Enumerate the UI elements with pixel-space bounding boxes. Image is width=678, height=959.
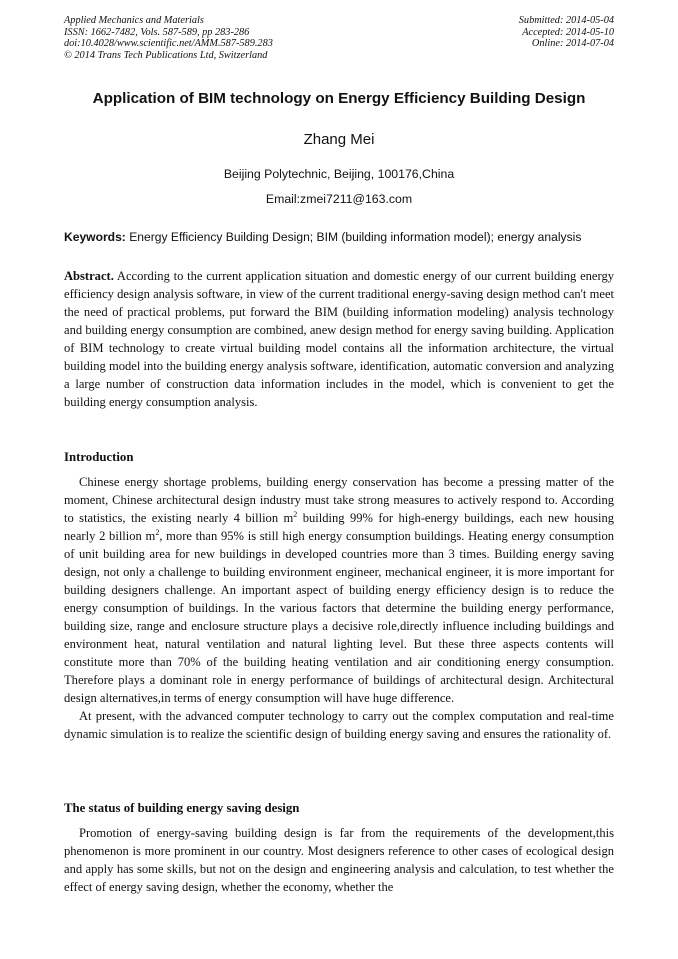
doi-line: doi:10.4028/www.scientific.net/AMM.587-589.283 <box>64 38 273 49</box>
journal-name: Applied Mechanics and Materials <box>64 15 204 26</box>
copyright-line: © 2014 Trans Tech Publications Ltd, Switzerland <box>64 49 268 61</box>
paper-title: Application of BIM technology on Energy Efficiency Building Design <box>92 90 586 107</box>
author-name: Zhang Mei <box>303 131 375 148</box>
submitted-date: Submitted: 2014-05-04 <box>518 15 614 26</box>
abstract <box>64 267 614 411</box>
introduction-body <box>64 473 614 743</box>
abstract-text: According to the current application situation and domestic energy of our current building energy efficiency design analysis software, in view of the current traditional energy-saving design method can't meet the need of practical problems, put forward the BIM (building information modeling) analysis technology and building energy consumption are combined, anew design method for energy saving building. Application of BIM technology to create virtual building model contains all the information architecture, the virtual building model into the building energy analysis software, identification, automatic conversion and analyzing a large number of construction data information includes in the model, which is convenient to get the building energy consumption analysis. <box>64 269 614 409</box>
keywords-text: Energy Efficiency Building Design; BIM (building information model); energy analysis <box>129 230 582 244</box>
keywords-line <box>64 230 624 244</box>
author-email: Email:zmei7211@163.com <box>265 192 413 206</box>
publication-dates <box>519 15 614 50</box>
keywords-label: Keywords: <box>64 230 126 244</box>
journal-info <box>64 15 273 61</box>
introduction-paragraph: At present, with the advanced computer technology to carry out the complex computation and real-time dynamic simulation is to realize the scientific design of building energy saving and ensures the rationality of. <box>64 709 614 741</box>
introduction-paragraph: Chinese energy shortage problems, building energy conservation has become a pressing matter of the moment, Chinese architectural design industry must take strong measures to actively respond to. According to statistics, the existing nearly 4 billion $m^2$ building 99% for high-energy buildings, each new housing nearly 2 billion $m^2$, more than 95% is still high energy consumption buildings. Heating energy consumption of unit building area for new buildings in developed countries more than 3 times. Building energy saving design, not only a challenge to building environment engineer, mechanical engineer, it is more important for building designers challenge. An important aspect of building energy efficiency design is to reduce the energy consumption of buildings. In the various factors that determine the building energy performance, building size, range and enclosure structure plays a decisive role,directly influence including buildings and environment heat, natural ventilation and natural lighting level. But these three aspects contents will constitute more than 70% of the building heating ventilation and air conditioning energy consumption. Therefore plays a dominant role in energy performance of buildings of architectural design. Architectural design alternatives,in terms of energy consumption will have huge difference. <box>64 475 615 705</box>
status-heading: The status of building energy saving design <box>64 801 300 815</box>
accepted-date: Accepted: 2014-05-10 <box>522 26 614 38</box>
online-date: Online: 2014-07-04 <box>531 38 614 49</box>
abstract-label: Abstract. <box>64 269 114 283</box>
introduction-heading: Introduction <box>64 450 134 464</box>
affiliation: Beijing Polytechnic, Beijing, 100176,China <box>223 167 455 181</box>
status-paragraph: Promotion of energy-saving building design is far from the requirements of the development,this phenomenon is more prominent in our country. Most designers reference to other cases of ecological design and apply has some skills, but not on the design and engineering analysis and calculation, to test whether the effect of energy saving design, whether the economy, whether the <box>64 826 614 894</box>
status-body <box>64 824 614 896</box>
issn-line: ISSN: 1662-7482, Vols. 587-589, pp 283-286 <box>64 26 250 38</box>
